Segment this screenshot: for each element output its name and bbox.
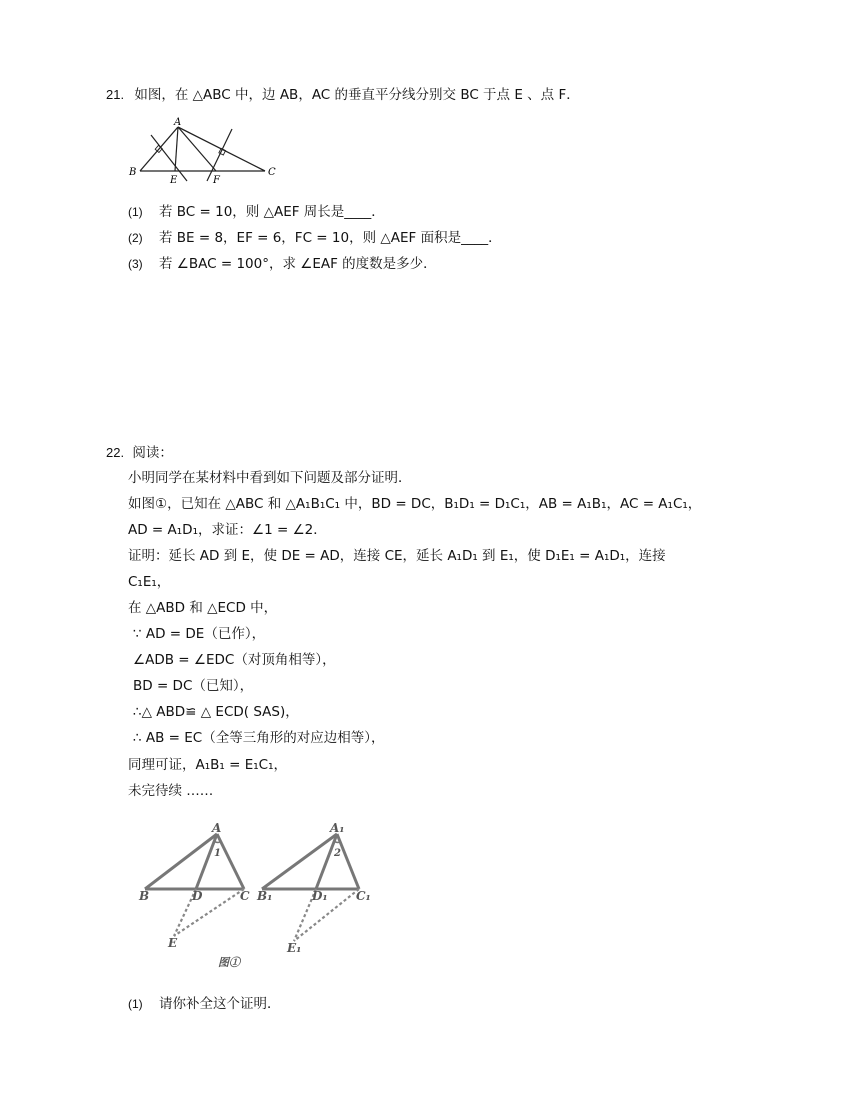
q22-right-label-E: E₁ bbox=[287, 941, 302, 955]
q22-part-1-num: (1) bbox=[128, 997, 143, 1011]
q22-line-13: 未完待续 …… bbox=[128, 783, 214, 799]
q21-part-2-num: (2) bbox=[128, 231, 143, 245]
q21-part-3-text: 若 ∠BAC = 100°，求 ∠EAF 的度数是多少． bbox=[158, 256, 437, 272]
q22-number: 22. bbox=[106, 445, 125, 460]
q22-right-label-A: A₁ bbox=[330, 821, 345, 835]
q22-left-label-angle: 1 bbox=[214, 848, 221, 859]
q22-right-label-B: B₁ bbox=[257, 889, 273, 903]
q21-part-1-text: 若 BC = 10，则 △AEF 周长是____． bbox=[158, 204, 385, 220]
q21-label-A: A bbox=[174, 117, 182, 128]
q22-part-1-text: 请你补全这个证明． bbox=[158, 996, 281, 1012]
q22-figure bbox=[132, 818, 387, 973]
q22-part-1 bbox=[128, 995, 280, 1013]
q22-right-label-D: D₁ bbox=[312, 889, 328, 903]
q21-label-B: B bbox=[129, 167, 137, 178]
q21-part-3 bbox=[128, 255, 437, 273]
q22-line-2: 如图①，已知在 △ABC 和 △A₁B₁C₁ 中，BD = DC，B₁D₁ = D₁C₁，AB = A₁B₁，AC = A₁C₁， bbox=[128, 496, 702, 512]
q21-part-2-text: 若 BE = 8，EF = 6，FC = 10，则 △AEF 面积是____． bbox=[158, 230, 502, 246]
q22-line-11: ∴ AB = EC（全等三角形的对应边相等）， bbox=[133, 730, 385, 746]
q22-right-label-C: C₁ bbox=[356, 889, 371, 903]
q22-left-label-B: B bbox=[139, 889, 150, 903]
q22-left-label-D: D bbox=[192, 889, 203, 903]
q22-line-9: BD = DC（已知）， bbox=[133, 678, 254, 694]
q21-part-1-num: (1) bbox=[128, 205, 143, 219]
q22-figure-caption: 图① bbox=[218, 956, 240, 969]
q21-part-2 bbox=[128, 229, 502, 247]
q21-figure bbox=[125, 115, 285, 190]
q22-line-3: AD = A₁D₁，求证：∠1 = ∠2． bbox=[128, 522, 327, 538]
q22-read-label: 阅读： bbox=[132, 445, 173, 461]
q22-left-label-E: E bbox=[168, 936, 178, 950]
q21-label-F: F bbox=[213, 175, 220, 186]
q21-label-C: C bbox=[268, 167, 276, 178]
q22-line-7: ∵ AD = DE（已作）， bbox=[133, 626, 266, 642]
q22-line-5: C₁E₁， bbox=[128, 574, 171, 590]
q22-line-0 bbox=[106, 444, 173, 462]
q21-part-3-num: (3) bbox=[128, 257, 143, 271]
q21-label-E: E bbox=[170, 175, 178, 186]
q22-line-10: ∴△ ABD≌ △ ECD( SAS)， bbox=[133, 704, 299, 720]
q22-line-8: ∠ADB = ∠EDC（对顶角相等）， bbox=[133, 652, 336, 668]
q22-right-label-angle: 2 bbox=[334, 848, 341, 859]
q22-line-6: 在 △ABD 和 △ECD 中， bbox=[128, 600, 278, 616]
q22-line-12: 同理可证，A₁B₁ = E₁C₁， bbox=[128, 757, 287, 773]
q21-stem-line bbox=[106, 86, 580, 104]
q22-line-1: 小明同学在某材料中看到如下问题及部分证明． bbox=[128, 470, 412, 486]
q21-part-1 bbox=[128, 203, 385, 221]
q22-left-label-A: A bbox=[212, 821, 222, 835]
q21-stem: 如图，在 △ABC 中，边 AB，AC 的垂直平分线分别交 BC 于点 E 、点 F． bbox=[134, 87, 580, 103]
q22-left-label-C: C bbox=[240, 889, 250, 903]
q22-line-4: 证明：延长 AD 到 E，使 DE = AD，连接 CE，延长 A₁D₁ 到 E₁，使 D₁E₁ = A₁D₁，连接 bbox=[128, 548, 666, 564]
q21-number: 21. bbox=[106, 87, 125, 102]
